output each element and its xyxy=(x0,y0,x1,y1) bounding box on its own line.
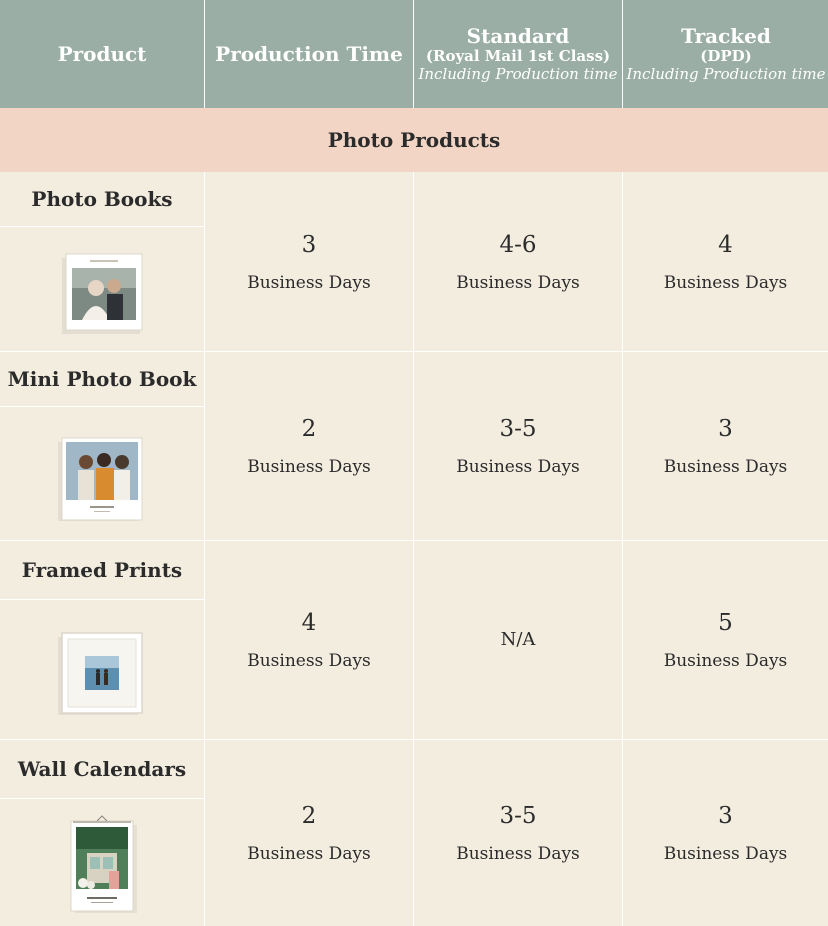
production-days-value: 3 xyxy=(301,231,317,258)
tracked-delivery-cell xyxy=(623,172,828,351)
standard-delivery-cell xyxy=(414,540,623,739)
tracked-days-value: 5 xyxy=(718,609,733,636)
tracked-days-value: 4 xyxy=(718,231,733,258)
business-days-label: Business Days xyxy=(247,650,371,671)
product-cell xyxy=(0,540,205,739)
tracked-days-value: 3 xyxy=(718,415,733,442)
production-time-cell xyxy=(205,739,414,926)
table-header xyxy=(0,0,828,108)
header-standard-title: Standard xyxy=(466,24,570,48)
production-time-cell xyxy=(205,540,414,739)
standard-days-value: 4-6 xyxy=(499,231,537,258)
header-standard xyxy=(413,0,622,108)
table-row xyxy=(0,351,828,541)
table-row xyxy=(0,739,828,926)
business-days-label: Business Days xyxy=(456,272,580,293)
business-days-label: Business Days xyxy=(663,650,788,671)
header-tracked-title: Tracked xyxy=(681,24,771,48)
tracked-days-value: 3 xyxy=(718,802,733,829)
header-tracked-sub: (DPD) xyxy=(700,47,752,65)
standard-days-value: N/A xyxy=(500,629,536,650)
photo-book-icon xyxy=(0,227,204,351)
business-days-label: Business Days xyxy=(663,456,788,477)
product-cell xyxy=(0,739,205,926)
header-production-time-label: Production Time xyxy=(215,42,403,66)
header-tracked xyxy=(622,0,828,108)
production-days-value: 4 xyxy=(301,609,317,636)
business-days-label: Business Days xyxy=(456,456,580,477)
standard-delivery-cell xyxy=(414,351,623,540)
tracked-delivery-cell xyxy=(623,351,828,540)
product-name: Framed Prints xyxy=(0,540,204,600)
header-standard-sub: (Royal Mail 1st Class) xyxy=(425,47,611,65)
business-days-label: Business Days xyxy=(247,843,371,864)
product-name: Wall Calendars xyxy=(0,739,204,799)
product-cell xyxy=(0,172,205,351)
header-standard-note: Including Production time xyxy=(418,65,618,83)
production-time-cell xyxy=(205,172,414,351)
mini-photo-book-icon xyxy=(0,407,204,540)
table-row xyxy=(0,172,828,352)
wall-calendar-icon xyxy=(0,799,204,926)
section-header: Photo Products xyxy=(0,108,828,172)
header-product-label: Product xyxy=(57,42,147,66)
business-days-label: Business Days xyxy=(663,843,788,864)
header-tracked-note: Including Production time xyxy=(626,65,826,83)
production-days-value: 2 xyxy=(301,415,317,442)
product-name: Mini Photo Book xyxy=(0,351,204,407)
production-days-value: 2 xyxy=(301,802,317,829)
framed-print-icon xyxy=(0,600,204,739)
tracked-delivery-cell xyxy=(623,540,828,739)
business-days-label: Business Days xyxy=(663,272,788,293)
business-days-label: Business Days xyxy=(247,272,371,293)
standard-delivery-cell xyxy=(414,739,623,926)
standard-delivery-cell xyxy=(414,172,623,351)
header-product xyxy=(0,0,204,108)
business-days-label: Business Days xyxy=(456,843,580,864)
business-days-label: Business Days xyxy=(247,456,371,477)
header-production-time xyxy=(204,0,413,108)
table-row xyxy=(0,540,828,740)
product-name: Photo Books xyxy=(0,172,204,227)
production-time-cell xyxy=(205,351,414,540)
standard-days-value: 3-5 xyxy=(499,415,537,442)
tracked-delivery-cell xyxy=(623,739,828,926)
standard-days-value: 3-5 xyxy=(499,802,537,829)
product-cell xyxy=(0,351,205,540)
